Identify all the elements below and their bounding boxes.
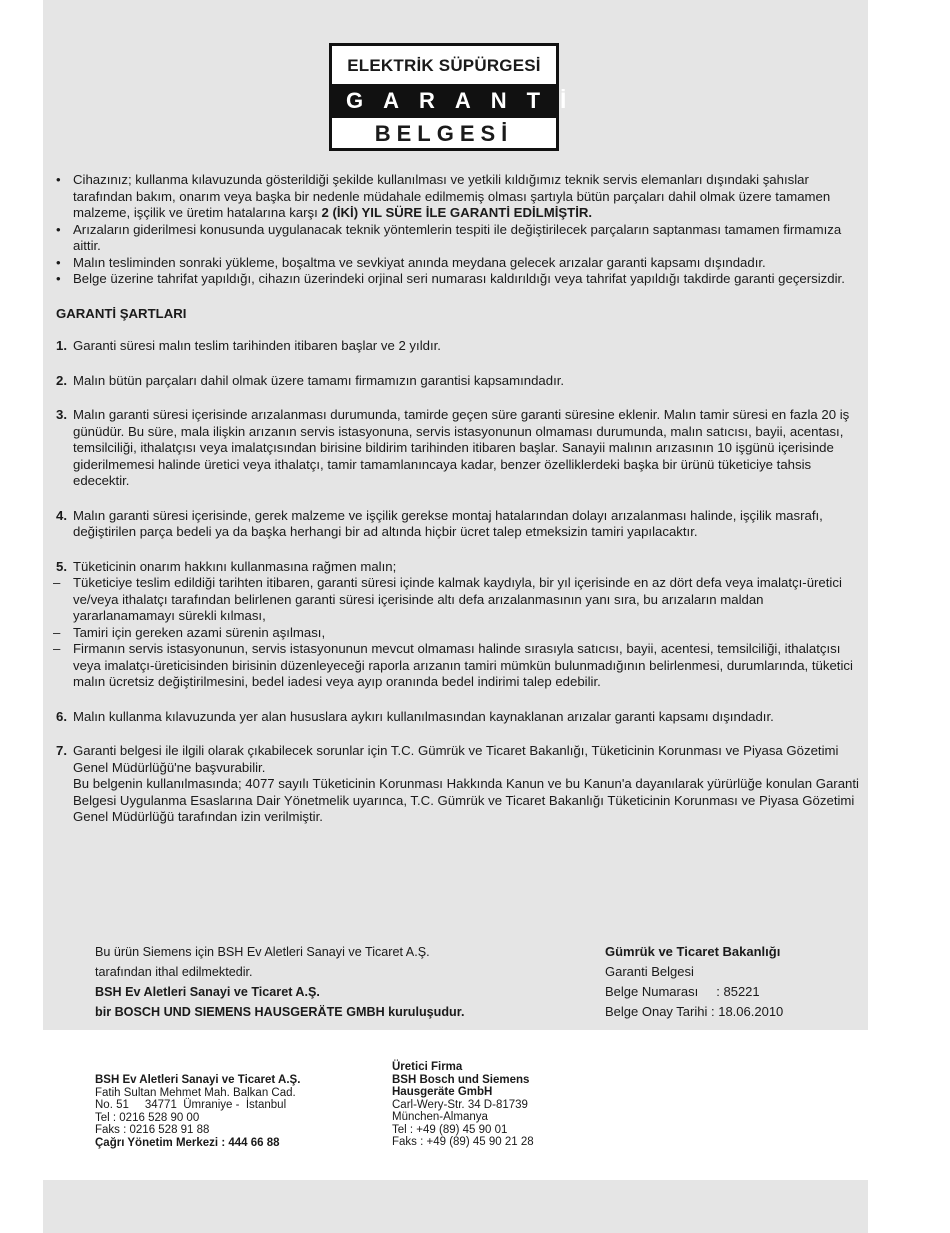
term-text: Tüketicinin onarım hakkını kullanmasına rağmen malın; (73, 558, 397, 574)
term-number: 3. (56, 407, 67, 422)
manufacturer-street: Carl-Wery-Str. 34 D-81739 (392, 1098, 528, 1111)
importer-city: No. 51 34771 Ümraniye - İstanbul (95, 1099, 287, 1111)
title-box (329, 43, 587, 151)
approval-info (605, 942, 783, 1022)
importer-address (95, 1074, 300, 1149)
term-text: Malın bütün parçaları dahil olmak üzere tamamı firmamızın garantisi kapsamındadır. (73, 372, 565, 388)
term-number: 1. (56, 338, 67, 353)
term-number: 6. (56, 708, 67, 724)
intro-list (53, 172, 863, 288)
term-text: Garanti süresi malın teslim tarihinden itibaren başlar ve 2 yıldır. (73, 338, 441, 353)
intro-item: • Malın tesliminden sonraki yükleme, boşaltma ve sevkiyat anında meydana gelecek arızalar garanti kapsamı dışındadır. (53, 255, 863, 272)
approval-line: Garanti Belgesi (605, 964, 694, 979)
intro-item: • Belge üzerine tahrifat yapıldığı, cihazın üzerindeki orjinal seri numarası kaldırıldığı veya tahrifat yapıldığı takdirde garanti geçersizdir. (53, 271, 863, 288)
intro-item: • Arızaların giderilmesi konusunda uygulanacak teknik yöntemlerin tespiti ile değiştirilecek parçaların saptanması tamamen firmamıza aittir. (53, 222, 863, 255)
ministry-title: Gümrük ve Ticaret Bakanlığı (605, 944, 781, 959)
term-number: 7. (56, 743, 67, 758)
importer-line: tarafından ithal edilmektedir. (95, 965, 253, 979)
importer-statement (95, 942, 464, 1022)
term-text: Malın kullanma kılavuzunda yer alan hususlara aykırı kullanılmasından kaynaklanan arızalar garanti kapsamı dışındadır. (73, 708, 774, 724)
importer-line: Bu ürün Siemens için BSH Ev Aletleri Sanayi ve Ticaret A.Ş. (95, 945, 430, 959)
term-number: 5. (56, 558, 67, 574)
importer-fax: Faks : 0216 528 91 88 (95, 1124, 210, 1136)
manufacturer-fax: Faks : +49 (89) 45 90 21 28 (392, 1136, 534, 1148)
importer-name: BSH Ev Aletleri Sanayi ve Ticaret A.Ş. (95, 1074, 301, 1086)
term-item (53, 338, 863, 355)
terms-list (53, 338, 863, 826)
section-title: GARANTİ ŞARTLARI (56, 305, 187, 321)
dash-item: – Firmanın servis istasyonunun, servis istasyonunun mevcut olmaması halinde sırasıyla satıcısı, bayii, acentesi, temsilciliği, ithalatçısı veya imalatçı-üreticisinden birisinin düzenleyeceği raporla arızanın tamiri mümkün bulunmadığının belirlenmesi, durumlarında, tüketici malın ücretsiz değiştirilmesini, bedel iadesi veya ayıp oranında bedel indirimi talep edebilir. (53, 641, 853, 689)
term-item (53, 373, 863, 390)
dash-list (53, 575, 863, 691)
term-extra-text: Bu belgenin kullanılmasında; 4077 sayılı Tüketicinin Korunması Hakkında Kanun ve bu Kanun'a dayanılarak yürürlüğe konulan Garanti Belgesi Uygulanma Esaslarına Dair Yönetmelik uyarınca, T.C. Gümrük ve Ticaret Bakanlığı Tüketicinin Korunması ve Piyasa Gözetimi Genel Müdürlüğü tarafından izin verilmiştir. (73, 776, 859, 824)
call-center: Çağrı Yönetim Merkezi : 444 66 88 (95, 1136, 280, 1149)
title-line-2: GARANTİ (332, 84, 556, 118)
importer-tel: Tel : 0216 528 90 00 (95, 1111, 200, 1124)
title-line-3: BELGESİ (374, 121, 514, 146)
term-text: Malın garanti süresi içerisinde, gerek malzeme ve işçilik gerekse montaj hatalarından dolayı arızalanması halinde, işçilik masrafı, değiştirilen parça bedeli ya da başka herhangi bir ad altında hiçbir ücret talep etmeksizin tamiri yapılacaktır. (73, 507, 823, 539)
term-item (53, 743, 863, 826)
manufacturer-name: BSH Bosch und Siemens (392, 1073, 530, 1086)
manufacturer-heading: Üretici Firma (392, 1061, 463, 1073)
term-item (53, 559, 863, 691)
importer-line: BSH Ev Aletleri Sanayi ve Ticaret A.Ş. (95, 985, 320, 999)
document-body (53, 172, 863, 844)
dash-item: – Tüketiciye teslim edildiği tarihten itibaren, garanti süresi içinde kalmak kaydıyla, bir yıl içerisinde en az dört defa veya imalatçı-üretici ve/veya ithalatçı tarafından belirlenen garanti süresi içerisinde altı defa arızalanmasının yanı sıra, bu arızaların maldan yararlanamamayı sürekli kılması, (53, 575, 842, 623)
document-number: Belge Numarası : 85221 (605, 984, 760, 999)
manufacturer-city: München-Almanya (392, 1111, 488, 1123)
dash-item: – Tamiri için gereken azami sürenin aşılması, (53, 624, 326, 640)
term-number: 4. (56, 507, 67, 523)
term-text: Garanti belgesi ile ilgili olarak çıkabilecek sorunlar için T.C. Gümrük ve Ticaret Bakanlığı, Tüketicinin Korunması ve Piyasa Gözetimi Genel Müdürlüğü'ne başvurabilir. (73, 743, 839, 775)
term-text: Malın garanti süresi içerisinde arızalanması durumunda, tamirde geçen süre garanti süresine eklenir. Malın tamir süresi en fazla 20 iş günüdür. Bu süre, mala ilişkin arızanın servis istasyonuna, servis istasyonunun olmaması durumunda, malın satıcısı, bayii, acentası, temsilciliği, ithalatçısı veya imalatçısından birisine bildirim tarihinden itibaren başlar. Sanayii malının arızasının 10 işgünü içerisinde giderilmemesi halinde üretici veya ithalatçı, tamir tamamlanıncaya kadar, benzer özelliklerdeki başka bir ürünü tüketiciye tahsis edecektir. (73, 407, 850, 488)
title-line-1: ELEKTRİK SÜPÜRGESİ (347, 56, 541, 75)
manufacturer-tel: Tel : +49 (89) 45 90 01 (392, 1123, 508, 1136)
importer-street: Fatih Sultan Mehmet Mah. Balkan Cad. (95, 1086, 296, 1099)
term-item (53, 709, 863, 726)
term-item (53, 407, 863, 490)
approval-date: Belge Onay Tarihi : 18.06.2010 (605, 1004, 784, 1019)
importer-line: bir BOSCH UND SIEMENS HAUSGERÄTE GMBH kuruluşudur. (95, 1005, 465, 1019)
manufacturer-name: Hausgeräte GmbH (392, 1086, 493, 1098)
term-number: 2. (56, 372, 67, 388)
term-item (53, 508, 863, 541)
intro-item: • Cihazınız; kullanma kılavuzunda gösterildiği şekilde kullanılması ve yetkili kıldığımız teknik servis elemanları dışındaki şahıslar tarafından bakım, onarım veya başka bir nedenle müdahale edilmemiş olması şartıyla bütün parçaları dahil olmak üzere tamamen malzeme, işçilik ve üretim hatalarına karşı 2 (İKİ) YIL SÜRE İLE GARANTİ EDİLMİŞTİR. (53, 172, 863, 222)
manufacturer-address (392, 1061, 534, 1149)
